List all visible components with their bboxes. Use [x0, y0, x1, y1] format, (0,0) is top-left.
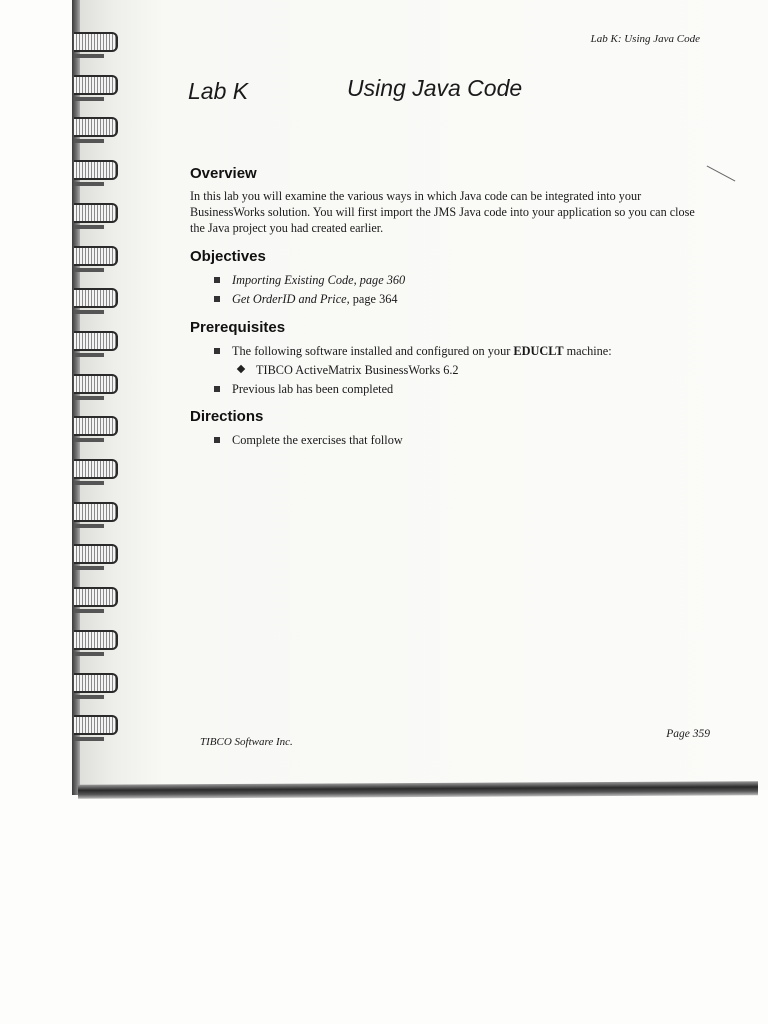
binding-coil: [74, 117, 118, 137]
running-header: Lab K: Using Java Code: [590, 33, 700, 45]
binding-coil: [74, 630, 118, 650]
binding-coil: [74, 715, 118, 735]
page-bottom-edge: [78, 781, 758, 799]
binding-slot: [74, 139, 104, 143]
list-item: Previous lab has been completed: [190, 380, 710, 399]
diamond-bullet-icon: [237, 365, 245, 373]
binding-coil: [74, 416, 118, 436]
prerequisites-list: [190, 342, 710, 399]
square-bullet-icon: [214, 277, 220, 283]
binding-coil: [74, 587, 118, 607]
overview-text: In this lab you will examine the various ways in which Java code can be integrated into your BusinessWorks solution. You will first import the JMS Java code into your application so you can close the Java project you had created earlier.: [190, 189, 695, 235]
binding-coil: [74, 203, 118, 223]
binding-slot: [74, 353, 104, 357]
list-item: TIBCO ActiveMatrix BusinessWorks 6.2: [190, 361, 710, 380]
binding-slot: [74, 481, 104, 485]
binding-coil: [74, 459, 118, 479]
overview-heading: Overview: [190, 165, 257, 182]
binding-coil: [74, 32, 118, 52]
binding-coil: [74, 502, 118, 522]
list-item: The following software installed and configured on your EDUCLT machine:: [190, 342, 710, 361]
binding-slot: [74, 438, 104, 442]
overview-section: [190, 165, 710, 236]
lab-label: Lab K: [188, 78, 249, 104]
list-item: Complete the exercises that follow: [190, 431, 710, 450]
square-bullet-icon: [214, 296, 220, 302]
footer-company: TIBCO Software Inc.: [200, 736, 293, 748]
binding-coil: [74, 288, 118, 308]
binding-coil: [74, 544, 118, 564]
objectives-section: [190, 248, 710, 309]
square-bullet-icon: [214, 386, 220, 392]
binding-coil: [74, 75, 118, 95]
binding-slot: [74, 695, 104, 699]
binding-slot: [74, 54, 104, 58]
binding-coil: [74, 374, 118, 394]
directions-list: [190, 431, 710, 450]
binding-coil: [74, 673, 118, 693]
binding-slot: [74, 652, 104, 656]
binding-slot: [74, 566, 104, 570]
directions-heading: Directions: [190, 408, 264, 425]
square-bullet-icon: [214, 348, 220, 354]
directions-section: [190, 408, 710, 450]
square-bullet-icon: [214, 437, 220, 443]
binding-slot: [74, 97, 104, 101]
binding-slot: [74, 609, 104, 613]
binding-coil: [74, 246, 118, 266]
prerequisites-heading: Prerequisites: [190, 319, 286, 336]
binding-slot: [74, 182, 104, 186]
binding-slot: [74, 310, 104, 314]
binding-slot: [74, 396, 104, 400]
footer-page-number: Page 359: [666, 728, 710, 740]
binding-slot: [74, 225, 104, 229]
prerequisites-section: [190, 319, 710, 399]
list-item: Get OrderID and Price, page 364: [190, 290, 710, 309]
objectives-list: [190, 271, 710, 309]
binding-coil: [74, 160, 118, 180]
binding-coil: [74, 331, 118, 351]
binding-slot: [74, 268, 104, 272]
page-title: [188, 75, 668, 112]
objectives-heading: Objectives: [190, 248, 266, 265]
lab-name: Using Java Code: [347, 75, 523, 101]
list-item: Importing Existing Code, page 360: [190, 271, 710, 290]
binding-slot: [74, 524, 104, 528]
binding-slot: [74, 737, 104, 741]
